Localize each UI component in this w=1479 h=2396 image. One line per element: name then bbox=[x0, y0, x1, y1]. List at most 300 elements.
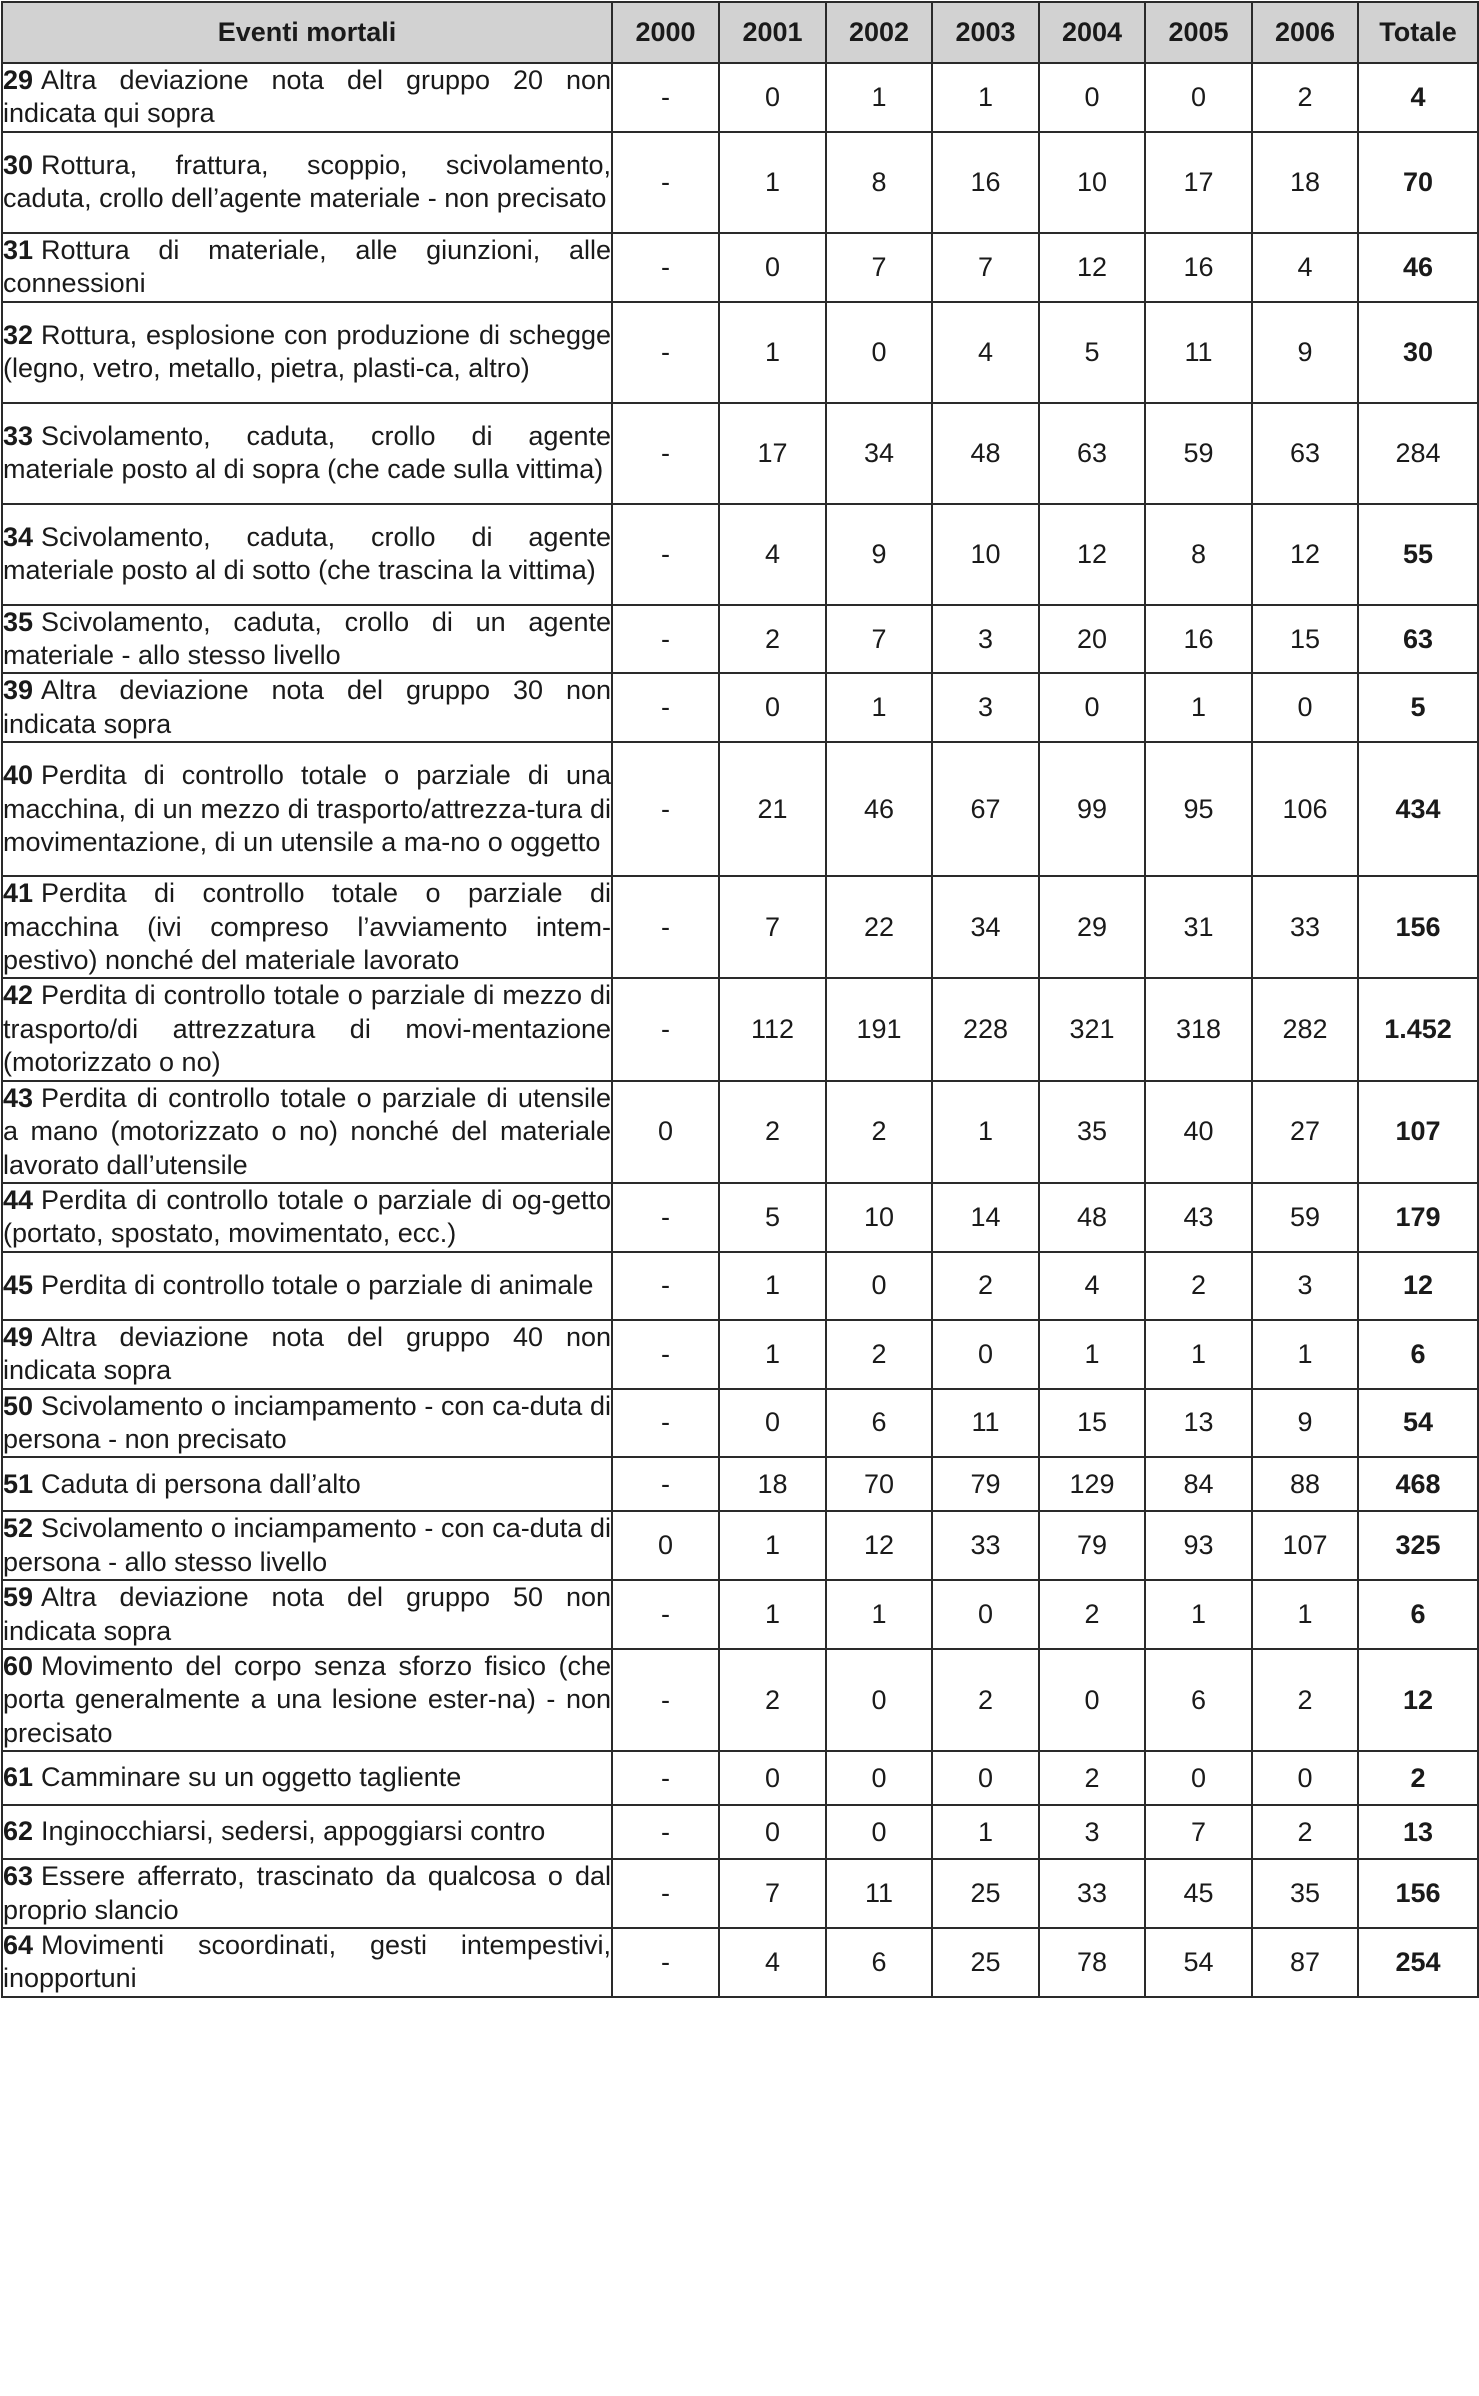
value-cell-2003: 7 bbox=[932, 233, 1039, 302]
table-row bbox=[2, 1389, 1478, 1458]
value-cell-2000: - bbox=[612, 1252, 719, 1320]
value-cell-2001: 1 bbox=[719, 302, 826, 403]
event-description: Perdita di controllo totale o parziale di una macchina, di un mezzo di trasporto/attrezza-tura di movimentazione, di un utensile a ma-no o oggetto bbox=[3, 760, 611, 857]
event-cell bbox=[2, 1928, 612, 1997]
value-cell-2006: 88 bbox=[1252, 1457, 1358, 1511]
value-cell-2006: 15 bbox=[1252, 605, 1358, 674]
value-cell-2001: 2 bbox=[719, 1081, 826, 1183]
value-cell-2000: - bbox=[612, 504, 719, 605]
value-cell-2005: 16 bbox=[1145, 605, 1252, 674]
event-cell bbox=[2, 1252, 612, 1320]
value-cell-2006: 2 bbox=[1252, 1805, 1358, 1859]
total-cell: 55 bbox=[1358, 504, 1478, 605]
value-cell-2001: 7 bbox=[719, 876, 826, 978]
table-row bbox=[2, 1859, 1478, 1928]
value-cell-2005: 17 bbox=[1145, 132, 1252, 233]
event-cell bbox=[2, 1580, 612, 1649]
value-cell-2003: 1 bbox=[932, 1081, 1039, 1183]
table-row bbox=[2, 233, 1478, 302]
value-cell-2005: 43 bbox=[1145, 1183, 1252, 1252]
event-cell bbox=[2, 876, 612, 978]
table-row bbox=[2, 978, 1478, 1080]
value-cell-2004: 33 bbox=[1039, 1859, 1145, 1928]
value-cell-2006: 4 bbox=[1252, 233, 1358, 302]
value-cell-2004: 0 bbox=[1039, 1649, 1145, 1751]
value-cell-2005: 95 bbox=[1145, 742, 1252, 876]
value-cell-2003: 25 bbox=[932, 1859, 1039, 1928]
event-code: 63 bbox=[3, 1861, 34, 1892]
event-cell bbox=[2, 403, 612, 504]
value-cell-2001: 21 bbox=[719, 742, 826, 876]
event-code: 52 bbox=[3, 1513, 34, 1544]
event-description: Scivolamento o inciampamento - con ca-duta di persona - allo stesso livello bbox=[3, 1513, 611, 1577]
value-cell-2000: - bbox=[612, 403, 719, 504]
value-cell-2002: 10 bbox=[826, 1183, 932, 1252]
table-row bbox=[2, 63, 1478, 132]
total-cell: 30 bbox=[1358, 302, 1478, 403]
value-cell-2002: 0 bbox=[826, 1252, 932, 1320]
value-cell-2000: - bbox=[612, 742, 719, 876]
event-description: Perdita di controllo totale o parziale di animale bbox=[41, 1270, 594, 1301]
event-cell bbox=[2, 1805, 612, 1859]
event-code: 33 bbox=[3, 420, 34, 451]
value-cell-2006: 106 bbox=[1252, 742, 1358, 876]
total-cell: 434 bbox=[1358, 742, 1478, 876]
event-code: 51 bbox=[3, 1468, 34, 1499]
table-row bbox=[2, 403, 1478, 504]
value-cell-2003: 0 bbox=[932, 1320, 1039, 1389]
value-cell-2005: 16 bbox=[1145, 233, 1252, 302]
value-cell-2003: 228 bbox=[932, 978, 1039, 1080]
event-description: Perdita di controllo totale o parziale di macchina (ivi compreso l’avviamento intem-pestivo) nonché del materiale lavorato bbox=[3, 878, 611, 976]
total-cell: 4 bbox=[1358, 63, 1478, 132]
total-cell: 468 bbox=[1358, 1457, 1478, 1511]
total-cell: 12 bbox=[1358, 1649, 1478, 1751]
value-cell-2000: 0 bbox=[612, 1511, 719, 1580]
total-cell: 6 bbox=[1358, 1580, 1478, 1649]
total-cell: 2 bbox=[1358, 1751, 1478, 1805]
event-code: 50 bbox=[3, 1390, 34, 1421]
value-cell-2001: 17 bbox=[719, 403, 826, 504]
value-cell-2004: 2 bbox=[1039, 1580, 1145, 1649]
event-description: Rottura di materiale, alle giunzioni, alle connessioni bbox=[3, 234, 611, 299]
value-cell-2002: 8 bbox=[826, 132, 932, 233]
event-code: 64 bbox=[3, 1930, 34, 1960]
value-cell-2001: 2 bbox=[719, 1649, 826, 1751]
value-cell-2006: 9 bbox=[1252, 302, 1358, 403]
value-cell-2000: - bbox=[612, 1751, 719, 1805]
total-cell: 13 bbox=[1358, 1805, 1478, 1859]
value-cell-2003: 1 bbox=[932, 63, 1039, 132]
value-cell-2004: 35 bbox=[1039, 1081, 1145, 1183]
value-cell-2004: 10 bbox=[1039, 132, 1145, 233]
event-description: Altra deviazione nota del gruppo 40 non indicata sopra bbox=[3, 1321, 611, 1386]
value-cell-2005: 93 bbox=[1145, 1511, 1252, 1580]
event-cell bbox=[2, 1183, 612, 1252]
event-code: 60 bbox=[3, 1650, 34, 1681]
event-cell bbox=[2, 1859, 612, 1928]
value-cell-2004: 5 bbox=[1039, 302, 1145, 403]
value-cell-2003: 79 bbox=[932, 1457, 1039, 1511]
value-cell-2002: 1 bbox=[826, 63, 932, 132]
total-cell: 1.452 bbox=[1358, 978, 1478, 1080]
event-cell bbox=[2, 1511, 612, 1580]
value-cell-2002: 34 bbox=[826, 403, 932, 504]
header-year-2003: 2003 bbox=[932, 2, 1039, 63]
value-cell-2005: 1 bbox=[1145, 1320, 1252, 1389]
value-cell-2001: 1 bbox=[719, 1252, 826, 1320]
value-cell-2005: 0 bbox=[1145, 63, 1252, 132]
table-row bbox=[2, 1649, 1478, 1751]
value-cell-2001: 1 bbox=[719, 132, 826, 233]
table-row bbox=[2, 605, 1478, 674]
value-cell-2003: 33 bbox=[932, 1511, 1039, 1580]
value-cell-2006: 282 bbox=[1252, 978, 1358, 1080]
value-cell-2005: 84 bbox=[1145, 1457, 1252, 1511]
table-row bbox=[2, 302, 1478, 403]
table-row bbox=[2, 132, 1478, 233]
event-cell bbox=[2, 63, 612, 132]
total-cell: 12 bbox=[1358, 1252, 1478, 1320]
value-cell-2003: 11 bbox=[932, 1389, 1039, 1458]
value-cell-2000: - bbox=[612, 1805, 719, 1859]
value-cell-2006: 0 bbox=[1252, 673, 1358, 742]
value-cell-2001: 4 bbox=[719, 1928, 826, 1997]
table-row bbox=[2, 1183, 1478, 1252]
event-description: Movimento del corpo senza sforzo fisico (che porta generalmente a una lesione ester-na) - non precisato bbox=[3, 1650, 611, 1748]
value-cell-2000: - bbox=[612, 673, 719, 742]
value-cell-2002: 7 bbox=[826, 233, 932, 302]
value-cell-2002: 11 bbox=[826, 1859, 932, 1928]
value-cell-2002: 22 bbox=[826, 876, 932, 978]
event-description: Altra deviazione nota del gruppo 50 non indicata sopra bbox=[3, 1582, 611, 1646]
value-cell-2000: - bbox=[612, 233, 719, 302]
header-eventi-mortali: Eventi mortali bbox=[2, 2, 612, 63]
value-cell-2001: 0 bbox=[719, 673, 826, 742]
value-cell-2004: 29 bbox=[1039, 876, 1145, 978]
header-year-2000: 2000 bbox=[612, 2, 719, 63]
value-cell-2004: 78 bbox=[1039, 1928, 1145, 1997]
event-description: Rottura, esplosione con produzione di schegge (legno, vetro, metallo, pietra, plasti-ca, altro) bbox=[3, 319, 611, 384]
event-code: 62 bbox=[3, 1816, 34, 1847]
event-description: Scivolamento, caduta, crollo di un agente materiale - allo stesso livello bbox=[3, 606, 611, 671]
value-cell-2002: 1 bbox=[826, 1580, 932, 1649]
event-description: Altra deviazione nota del gruppo 20 non indicata qui sopra bbox=[3, 65, 611, 129]
value-cell-2001: 1 bbox=[719, 1511, 826, 1580]
value-cell-2002: 12 bbox=[826, 1511, 932, 1580]
value-cell-2006: 0 bbox=[1252, 1751, 1358, 1805]
value-cell-2005: 0 bbox=[1145, 1751, 1252, 1805]
value-cell-2002: 2 bbox=[826, 1081, 932, 1183]
event-description: Perdita di controllo totale o parziale di og-getto (portato, spostato, movimentato, ecc.) bbox=[3, 1184, 611, 1249]
event-code: 44 bbox=[3, 1184, 34, 1215]
value-cell-2006: 27 bbox=[1252, 1081, 1358, 1183]
value-cell-2001: 18 bbox=[719, 1457, 826, 1511]
value-cell-2004: 2 bbox=[1039, 1751, 1145, 1805]
event-cell bbox=[2, 1320, 612, 1389]
event-cell bbox=[2, 1649, 612, 1751]
value-cell-2005: 1 bbox=[1145, 1580, 1252, 1649]
event-code: 45 bbox=[3, 1270, 34, 1301]
table-row bbox=[2, 673, 1478, 742]
event-description: Rottura, frattura, scoppio, scivolamento, caduta, crollo dell’agente materiale - non precisato bbox=[3, 149, 611, 214]
event-description: Altra deviazione nota del gruppo 30 non indicata sopra bbox=[3, 675, 611, 739]
value-cell-2005: 2 bbox=[1145, 1252, 1252, 1320]
value-cell-2001: 0 bbox=[719, 233, 826, 302]
value-cell-2000: - bbox=[612, 132, 719, 233]
value-cell-2003: 48 bbox=[932, 403, 1039, 504]
value-cell-2003: 10 bbox=[932, 504, 1039, 605]
total-cell: 63 bbox=[1358, 605, 1478, 674]
value-cell-2003: 3 bbox=[932, 605, 1039, 674]
event-description: Inginocchiarsi, sedersi, appoggiarsi contro bbox=[41, 1816, 546, 1847]
header-year-2002: 2002 bbox=[826, 2, 932, 63]
table-row bbox=[2, 1081, 1478, 1183]
header-year-2004: 2004 bbox=[1039, 2, 1145, 63]
total-cell: 284 bbox=[1358, 403, 1478, 504]
value-cell-2000: - bbox=[612, 1320, 719, 1389]
value-cell-2003: 3 bbox=[932, 673, 1039, 742]
total-cell: 254 bbox=[1358, 1928, 1478, 1997]
value-cell-2006: 2 bbox=[1252, 1649, 1358, 1751]
value-cell-2001: 112 bbox=[719, 978, 826, 1080]
table-row bbox=[2, 1320, 1478, 1389]
table-row bbox=[2, 876, 1478, 978]
value-cell-2004: 1 bbox=[1039, 1320, 1145, 1389]
value-cell-2002: 9 bbox=[826, 504, 932, 605]
event-code: 35 bbox=[3, 606, 34, 637]
value-cell-2006: 2 bbox=[1252, 63, 1358, 132]
value-cell-2000: - bbox=[612, 1649, 719, 1751]
value-cell-2000: - bbox=[612, 605, 719, 674]
value-cell-2006: 1 bbox=[1252, 1320, 1358, 1389]
value-cell-2003: 1 bbox=[932, 1805, 1039, 1859]
value-cell-2001: 0 bbox=[719, 1751, 826, 1805]
value-cell-2006: 59 bbox=[1252, 1183, 1358, 1252]
value-cell-2005: 11 bbox=[1145, 302, 1252, 403]
header-totale: Totale bbox=[1358, 2, 1478, 63]
value-cell-2000: - bbox=[612, 1859, 719, 1928]
value-cell-2002: 6 bbox=[826, 1928, 932, 1997]
event-code: 31 bbox=[3, 234, 34, 265]
value-cell-2004: 12 bbox=[1039, 233, 1145, 302]
value-cell-2000: - bbox=[612, 302, 719, 403]
event-description: Scivolamento, caduta, crollo di agente materiale posto al di sotto (che trascina la vittima) bbox=[3, 521, 611, 586]
table-row bbox=[2, 1580, 1478, 1649]
total-cell: 54 bbox=[1358, 1389, 1478, 1458]
value-cell-2006: 9 bbox=[1252, 1389, 1358, 1458]
value-cell-2005: 1 bbox=[1145, 673, 1252, 742]
event-code: 41 bbox=[3, 878, 34, 909]
value-cell-2005: 13 bbox=[1145, 1389, 1252, 1458]
value-cell-2002: 6 bbox=[826, 1389, 932, 1458]
value-cell-2002: 0 bbox=[826, 1649, 932, 1751]
value-cell-2006: 35 bbox=[1252, 1859, 1358, 1928]
value-cell-2004: 129 bbox=[1039, 1457, 1145, 1511]
value-cell-2004: 12 bbox=[1039, 504, 1145, 605]
value-cell-2003: 4 bbox=[932, 302, 1039, 403]
value-cell-2004: 321 bbox=[1039, 978, 1145, 1080]
table-row bbox=[2, 1751, 1478, 1805]
table-row bbox=[2, 742, 1478, 876]
value-cell-2006: 63 bbox=[1252, 403, 1358, 504]
table-row bbox=[2, 1511, 1478, 1580]
value-cell-2005: 45 bbox=[1145, 1859, 1252, 1928]
value-cell-2004: 0 bbox=[1039, 63, 1145, 132]
total-cell: 179 bbox=[1358, 1183, 1478, 1252]
value-cell-2003: 2 bbox=[932, 1649, 1039, 1751]
event-cell bbox=[2, 1751, 612, 1805]
event-cell bbox=[2, 1081, 612, 1183]
table-row bbox=[2, 1457, 1478, 1511]
value-cell-2005: 7 bbox=[1145, 1805, 1252, 1859]
event-description: Scivolamento o inciampamento - con ca-duta di persona - non precisato bbox=[3, 1390, 611, 1454]
value-cell-2005: 40 bbox=[1145, 1081, 1252, 1183]
value-cell-2006: 3 bbox=[1252, 1252, 1358, 1320]
value-cell-2006: 12 bbox=[1252, 504, 1358, 605]
value-cell-2005: 6 bbox=[1145, 1649, 1252, 1751]
value-cell-2002: 0 bbox=[826, 1805, 932, 1859]
value-cell-2002: 46 bbox=[826, 742, 932, 876]
event-code: 29 bbox=[3, 65, 34, 95]
event-code: 32 bbox=[3, 319, 34, 350]
event-cell bbox=[2, 302, 612, 403]
value-cell-2004: 4 bbox=[1039, 1252, 1145, 1320]
value-cell-2003: 14 bbox=[932, 1183, 1039, 1252]
total-cell: 325 bbox=[1358, 1511, 1478, 1580]
value-cell-2002: 0 bbox=[826, 1751, 932, 1805]
value-cell-2005: 59 bbox=[1145, 403, 1252, 504]
value-cell-2000: - bbox=[612, 876, 719, 978]
value-cell-2004: 3 bbox=[1039, 1805, 1145, 1859]
value-cell-2001: 0 bbox=[719, 1389, 826, 1458]
value-cell-2003: 25 bbox=[932, 1928, 1039, 1997]
table-row bbox=[2, 504, 1478, 605]
total-cell: 46 bbox=[1358, 233, 1478, 302]
value-cell-2005: 54 bbox=[1145, 1928, 1252, 1997]
value-cell-2003: 0 bbox=[932, 1751, 1039, 1805]
table-body bbox=[2, 63, 1478, 1997]
value-cell-2002: 0 bbox=[826, 302, 932, 403]
table-row bbox=[2, 1928, 1478, 1997]
value-cell-2000: - bbox=[612, 978, 719, 1080]
event-code: 42 bbox=[3, 980, 34, 1011]
value-cell-2002: 7 bbox=[826, 605, 932, 674]
event-description: Perdita di controllo totale o parziale di utensile a mano (motorizzato o no) nonché del materiale lavorato dall’utensile bbox=[3, 1082, 611, 1180]
value-cell-2001: 4 bbox=[719, 504, 826, 605]
value-cell-2004: 20 bbox=[1039, 605, 1145, 674]
event-description: Camminare su un oggetto tagliente bbox=[41, 1762, 462, 1793]
value-cell-2002: 70 bbox=[826, 1457, 932, 1511]
event-code: 59 bbox=[3, 1582, 34, 1613]
event-description: Essere afferrato, trascinato da qualcosa o dal proprio slancio bbox=[3, 1861, 611, 1925]
value-cell-2000: - bbox=[612, 1389, 719, 1458]
value-cell-2001: 7 bbox=[719, 1859, 826, 1928]
value-cell-2000: - bbox=[612, 1457, 719, 1511]
value-cell-2002: 191 bbox=[826, 978, 932, 1080]
table-row bbox=[2, 1252, 1478, 1320]
total-cell: 156 bbox=[1358, 876, 1478, 978]
value-cell-2004: 99 bbox=[1039, 742, 1145, 876]
event-cell bbox=[2, 978, 612, 1080]
event-cell bbox=[2, 233, 612, 302]
total-cell: 6 bbox=[1358, 1320, 1478, 1389]
value-cell-2003: 34 bbox=[932, 876, 1039, 978]
value-cell-2002: 2 bbox=[826, 1320, 932, 1389]
value-cell-2004: 48 bbox=[1039, 1183, 1145, 1252]
value-cell-2001: 5 bbox=[719, 1183, 826, 1252]
event-code: 30 bbox=[3, 149, 34, 180]
total-cell: 156 bbox=[1358, 1859, 1478, 1928]
header-row bbox=[2, 2, 1478, 63]
event-code: 43 bbox=[3, 1082, 34, 1113]
total-cell: 5 bbox=[1358, 673, 1478, 742]
value-cell-2002: 1 bbox=[826, 673, 932, 742]
value-cell-2005: 31 bbox=[1145, 876, 1252, 978]
event-cell bbox=[2, 1389, 612, 1458]
event-code: 34 bbox=[3, 521, 34, 552]
value-cell-2000: - bbox=[612, 63, 719, 132]
event-cell bbox=[2, 504, 612, 605]
value-cell-2005: 318 bbox=[1145, 978, 1252, 1080]
event-code: 49 bbox=[3, 1321, 34, 1352]
value-cell-2004: 0 bbox=[1039, 673, 1145, 742]
event-code: 40 bbox=[3, 760, 34, 791]
event-description: Caduta di persona dall’alto bbox=[41, 1468, 361, 1499]
event-cell bbox=[2, 673, 612, 742]
value-cell-2003: 16 bbox=[932, 132, 1039, 233]
value-cell-2006: 33 bbox=[1252, 876, 1358, 978]
value-cell-2000: 0 bbox=[612, 1081, 719, 1183]
value-cell-2000: - bbox=[612, 1183, 719, 1252]
event-description: Perdita di controllo totale o parziale di mezzo di trasporto/di attrezzatura di movi-mentazione (motorizzato o no) bbox=[3, 980, 611, 1078]
header-year-2006: 2006 bbox=[1252, 2, 1358, 63]
value-cell-2001: 0 bbox=[719, 63, 826, 132]
value-cell-2005: 8 bbox=[1145, 504, 1252, 605]
value-cell-2006: 1 bbox=[1252, 1580, 1358, 1649]
event-code: 61 bbox=[3, 1762, 34, 1793]
value-cell-2003: 67 bbox=[932, 742, 1039, 876]
value-cell-2003: 0 bbox=[932, 1580, 1039, 1649]
table-row bbox=[2, 1805, 1478, 1859]
header-year-2001: 2001 bbox=[719, 2, 826, 63]
value-cell-2001: 2 bbox=[719, 605, 826, 674]
header-year-2005: 2005 bbox=[1145, 2, 1252, 63]
total-cell: 107 bbox=[1358, 1081, 1478, 1183]
total-cell: 70 bbox=[1358, 132, 1478, 233]
value-cell-2006: 18 bbox=[1252, 132, 1358, 233]
value-cell-2001: 0 bbox=[719, 1805, 826, 1859]
value-cell-2006: 87 bbox=[1252, 1928, 1358, 1997]
value-cell-2004: 79 bbox=[1039, 1511, 1145, 1580]
event-cell bbox=[2, 742, 612, 876]
value-cell-2000: - bbox=[612, 1580, 719, 1649]
value-cell-2003: 2 bbox=[932, 1252, 1039, 1320]
fatal-events-table bbox=[1, 1, 1479, 1998]
event-code: 39 bbox=[3, 675, 34, 706]
value-cell-2001: 1 bbox=[719, 1580, 826, 1649]
value-cell-2004: 15 bbox=[1039, 1389, 1145, 1458]
event-description: Movimenti scoordinati, gesti intempestivi, inopportuni bbox=[3, 1930, 611, 1994]
event-cell bbox=[2, 132, 612, 233]
value-cell-2001: 1 bbox=[719, 1320, 826, 1389]
value-cell-2006: 107 bbox=[1252, 1511, 1358, 1580]
value-cell-2004: 63 bbox=[1039, 403, 1145, 504]
event-cell bbox=[2, 1457, 612, 1511]
event-cell bbox=[2, 605, 612, 674]
value-cell-2000: - bbox=[612, 1928, 719, 1997]
event-description: Scivolamento, caduta, crollo di agente materiale posto al di sopra (che cade sulla vittima) bbox=[3, 420, 611, 485]
